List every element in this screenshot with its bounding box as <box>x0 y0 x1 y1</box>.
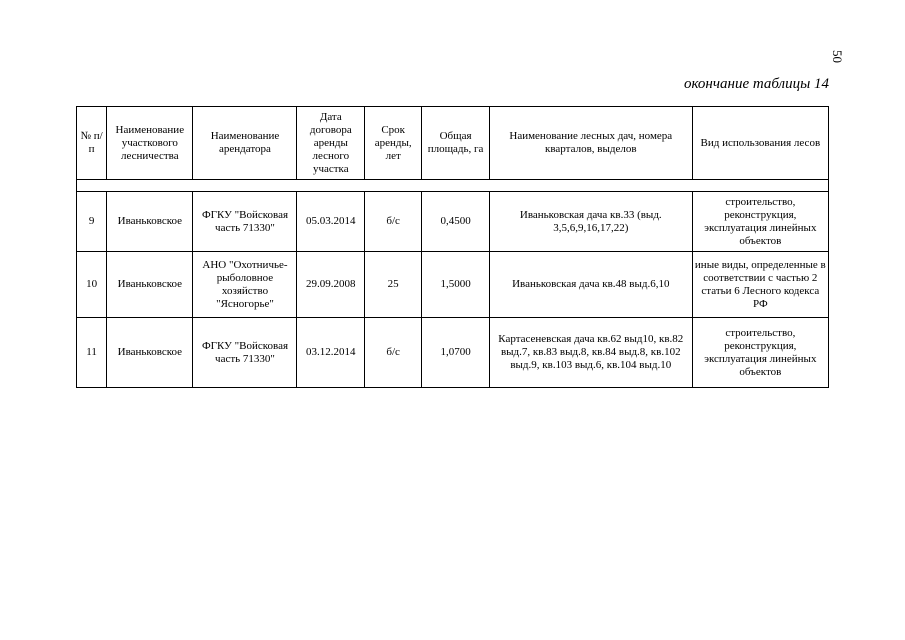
header-cell-forestry: Наименование участкового лесничества <box>107 107 193 180</box>
cell-usage: иные виды, определенные в соответствии с частью 2 статьи 6 Лесного кодекса РФ <box>692 252 828 318</box>
spacer-row <box>77 180 829 192</box>
page-number: 50 <box>830 50 845 63</box>
table-caption: окончание таблицы 14 <box>683 76 829 92</box>
cell-location: Иваньковская дача кв.48 выд.6,10 <box>489 252 692 318</box>
header-cell-usage: Вид использования лесов <box>692 107 828 180</box>
cell-area: 1,5000 <box>422 252 490 318</box>
cell-tenant: АНО "Охотничье-рыболовное хозяйство "Ясногорье" <box>193 252 297 318</box>
cell-num: 9 <box>77 192 107 252</box>
cell-location: Иваньковская дача кв.33 (выд. 3,5,6,9,16,17,22) <box>489 192 692 252</box>
spacer-cell <box>77 180 829 192</box>
cell-forestry: Иваньковское <box>107 252 193 318</box>
cell-term: б/с <box>365 192 422 252</box>
header-cell-area: Общая площадь, га <box>422 107 490 180</box>
cell-term: 25 <box>365 252 422 318</box>
cell-area: 0,4500 <box>422 192 490 252</box>
cell-num: 11 <box>77 318 107 388</box>
cell-area: 1,0700 <box>422 318 490 388</box>
cell-term: б/с <box>365 318 422 388</box>
table-row <box>77 192 829 252</box>
cell-tenant: ФГКУ "Войсковая часть 71330" <box>193 318 297 388</box>
table-row <box>77 318 829 388</box>
header-cell-location: Наименование лесных дач, номера кварталов, выделов <box>489 107 692 180</box>
cell-num: 10 <box>77 252 107 318</box>
cell-date: 03.12.2014 <box>297 318 365 388</box>
table-row <box>77 252 829 318</box>
header-cell-date: Дата договора аренды лесного участка <box>297 107 365 180</box>
header-cell-num: № п/п <box>77 107 107 180</box>
cell-tenant: ФГКУ "Войсковая часть 71330" <box>193 192 297 252</box>
cell-date: 29.09.2008 <box>297 252 365 318</box>
lease-table <box>76 106 829 388</box>
header-row <box>77 107 829 180</box>
cell-forestry: Иваньковское <box>107 192 193 252</box>
header-cell-term: Срок аренды, лет <box>365 107 422 180</box>
cell-usage: строительство, реконструкция, эксплуатация линейных объектов <box>692 192 828 252</box>
header-cell-tenant: Наименование арендатора <box>193 107 297 180</box>
cell-usage: строительство, реконструкция, эксплуатация линейных объектов <box>692 318 828 388</box>
cell-location: Картасеневская дача кв.62 выд10, кв.82 выд.7, кв.83 выд.8, кв.84 выд.8, кв.102 выд.9, кв.103 выд.6, кв.104 выд.10 <box>489 318 692 388</box>
cell-date: 05.03.2014 <box>297 192 365 252</box>
cell-forestry: Иваньковское <box>107 318 193 388</box>
